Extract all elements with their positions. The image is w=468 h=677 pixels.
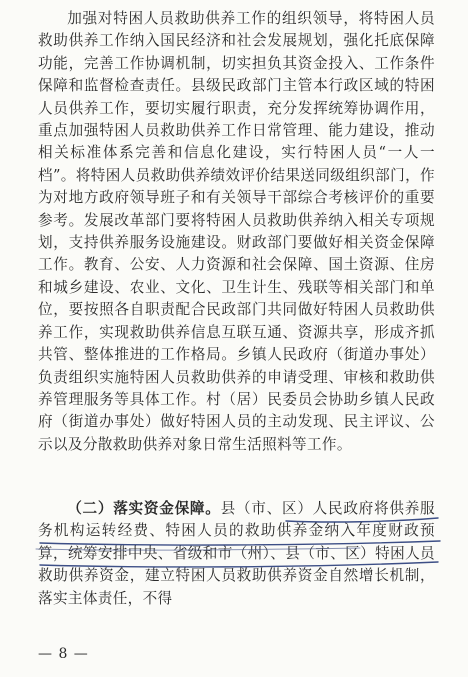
body-paragraph: 加强对特困人员救助供养工作的组织领导，将特困人员救助供养工作纳入国民经济和社会发展规划，强化托底保障功能，完善工作协调机制，切实担负其资金投入、工作条件保障和监督检查责任。县级民政部门主管本行政区域的特困人员供养工作，要切实履行职责，充分发挥统筹协调作用，重点加强特困人员救助供养工作日常管理、能力建设，推动相关标准体系完善和信息化建设，实行特困人员“一人一档”。将特困人员救助供养绩效评价结果送同级组织部门，作为对地方政府领导班子和有关领导干部综合考核评价的重要参考。发展改革部门要将特困人员救助供养纳入相关专项规划，支持供养服务设施建设。财政部门要做好相关资金保障工作。教育、公安、人力资源和社会保障、国土资源、住房和城乡建设、农业、文化、卫生计生、残联等相关部门和单位，要按照各自职责配合民政部门共同做好特困人员救助供养工作，实现救助供养信息互联互通、资源共享，形成齐抓共管、整体推进的工作格局。乡镇人民政府（街道办事处）负责组织实施特困人员救助供养的申请受理、审核和救助供养管理服务等具体工作。村（居）民委员会协助乡镇人民政府（街道办事处）做好特困人员的主动发现、民主评议、公示以及分散救助供养对象日常生活照料等工作。 [38,10,435,453]
section-body: 县（市、区）人民政府将供养服务机构运转经费、特困人员的救助供养金纳入年度财政预算，统筹安排中央、省级和市（州）、县（市、区）特困人员救助供养资金，建立特困人员救助供养资金自然增长机制，落实主体责任，不得 [38,500,435,607]
section-heading: （二）落实资金保障。 [67,500,221,517]
page-number: — 8 — [38,646,89,662]
section-paragraph [38,498,435,610]
